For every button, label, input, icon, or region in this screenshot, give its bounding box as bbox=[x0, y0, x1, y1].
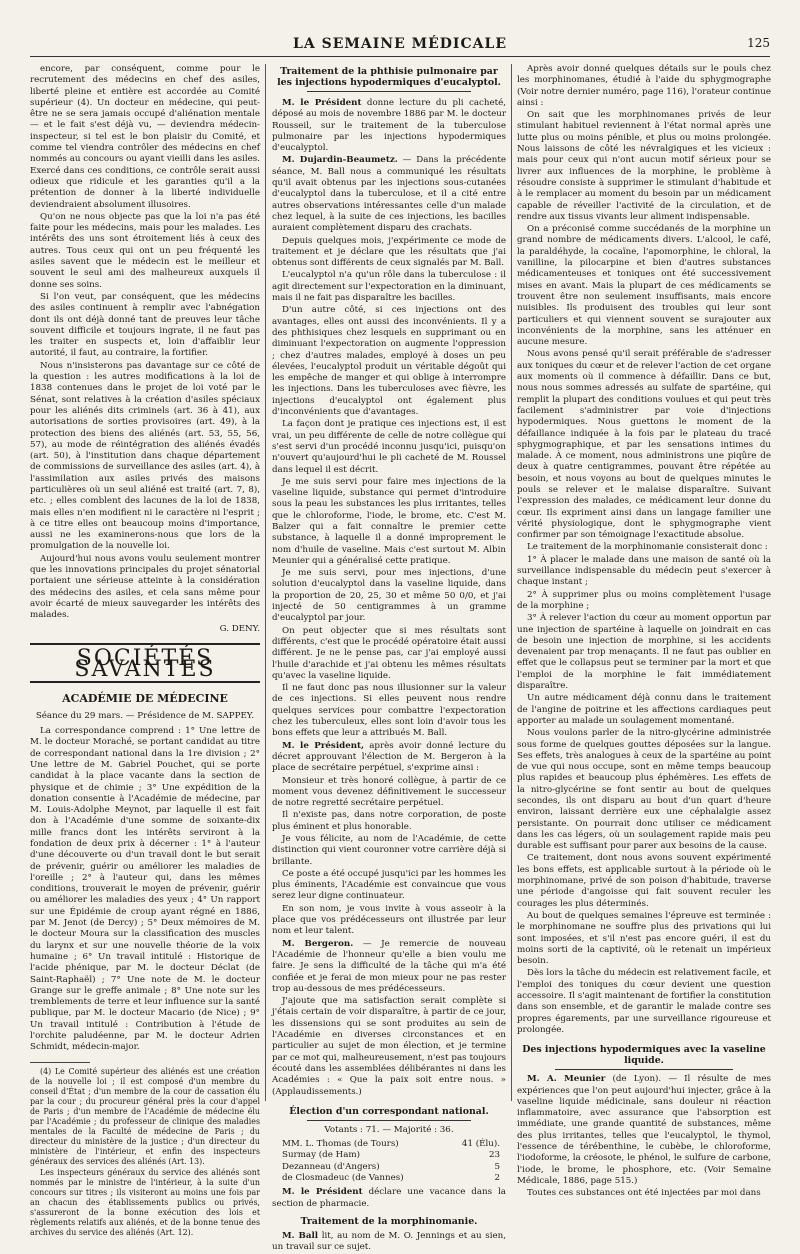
paragraph: encore, par conséquent, comme pour le recrutement des médecins en chef des asiles, liberté pleine et entière est accordée au Comité supérieur (4). Un docteur en médecine, qui peut-être ne se sera jamais occupé d'aliénation mentale — et le fait s'est déjà vu, — deviendra médecin-inspecteur, si tel est le bon plaisir du Comité, et comme tel viendra contrôler des médecins en chef nommés au concours ou ayant vieilli dans les asiles. Exercé dans ces conditions, ce contrôle serait aussi odieux que ridicule et les garanties qu'il a la prétention de donner à la liberté individuelle deviendraient absolument illusoires. bbox=[30, 64, 260, 210]
candidate-votes: 41 (Élu). bbox=[461, 1139, 500, 1150]
speaker-name: M. le Président bbox=[282, 98, 362, 108]
footnote: (4) Le Comité supérieur des aliénés est une création de la nouvelle loi ; il est composé d'un membre du conseil d'État ; d'un membre de la cour de cassation élu par la cour ; du procureur général près la cour d'appel de Paris ; d'un membre de l'Académie de médecine élu par l'Académie ; du professeur de clinique des maladies mentales de la Faculté de médecine de Paris ; du directeur du ministère de la justice ; d'un directeur du ministère de l'intérieur, et enfin des inspecteurs généraux des services des aliénés (Art. 13). bbox=[30, 1066, 260, 1166]
column-2 bbox=[272, 64, 507, 1253]
column-rule bbox=[265, 64, 266, 1101]
paragraph: Aujourd'hui nous avons voulu seulement montrer que les innovations principales du projet sénatorial portaient une sérieuse atteinte à la considération des médecins des asiles, et cela sans même pour avoir écarté de mieux sauvegarder les intérêts des malades. bbox=[30, 553, 260, 621]
speaker-name: M. le Président, bbox=[282, 740, 365, 751]
paragraph: M. le Président, après avoir donné lecture du décret approuvant l'élection de M. Bergeron à la place de secrétaire perpétuel, s'exprime ainsi : bbox=[272, 740, 506, 774]
page-number: 125 bbox=[747, 36, 770, 50]
paragraph: 1° À placer le malade dans une maison de santé où la surveillance indispensable du médecin peut s'exercer à chaque instant ; bbox=[517, 554, 771, 588]
column-1 bbox=[30, 64, 260, 1237]
paragraph: D'un autre côté, si ces injections ont des avantages, elles ont aussi des inconvénients. Il y a des phthisiques chez lesquels en supprimant ou en diminuant l'expectoration on augmente l'oppression ; chez d'autres malades, employé à doses un peu élevées, l'eucalyptol produit un véritable dégoût qui les empêche de manger et qui oblige à interrompre les injections. Dans les tuberculoses avec fièvre, les injections d'eucalyptol ont également plus d'inconvénients que d'avantages. bbox=[272, 305, 506, 418]
paragraph: Je me suis servi pour faire mes injections de la vaseline liquide, substance qui permet d'introduire sous la peau les substances les plus irritantes, telles que le chloroforme, l'iode, le brome, etc. C'est M. Balzer qui a fait connaître le premier cette substance, à laquelle il a donné improprement le nom d'huile de vaseline. Mais c'est surtout M. Albin Meunier qui a généralisé cette pratique. bbox=[272, 476, 506, 566]
paragraph: On peut objecter que si mes résultats sont différents, c'est que le procédé opératoire était aussi différent. Je ne le pense pas, car j'ai employé aussi l'huile d'arachide et j'ai obtenu les mêmes résultats qu'avec la vaseline liquide. bbox=[272, 625, 506, 681]
paragraph: J'ajoute que ma satisfaction serait complète si j'étais certain de voir disparaître, à partir de ce jour, les dissensions qui se sont produites au sein de l'Académie en diverses circonstances et en particulier au sujet de mon élection, et je termine par ce mot qui, malheureusement, n'est pas toujours écouté dans les assemblées délibérantes ni dans les Académies : « Que la paix soit entre nous. » (Applaudissements.) bbox=[272, 996, 506, 1097]
paragraph: L'eucalyptol n'a qu'un rôle dans la tuberculose : il agit directement sur l'expectoration en la diminuant, mais il ne fait pas disparaître les bacilles. bbox=[272, 270, 506, 304]
title-underline bbox=[555, 1069, 733, 1070]
column-rule bbox=[511, 64, 512, 1101]
paragraph: Il n'existe pas, dans notre corporation, de poste plus éminent et plus honorable. bbox=[272, 810, 506, 832]
candidate-row bbox=[272, 1150, 506, 1161]
candidate-votes: 5 bbox=[494, 1161, 500, 1172]
paragraph: Après avoir donné quelques détails sur le pouls chez les morphinomanes, étudié à l'aide du sphygmographe (Voir notre dernier numéro, page 116), l'orateur continue ainsi : bbox=[517, 64, 771, 108]
candidate-name: de Closmadeuc (de Vannes) bbox=[282, 1173, 404, 1184]
paragraph: M. le Président déclare une vacance dans la section de pharmacie. bbox=[272, 1187, 506, 1209]
vote-totals: Votants : 71. — Majorité : 36. bbox=[324, 1124, 454, 1135]
candidate-name: Dezanneau (d'Angers) bbox=[282, 1161, 380, 1172]
section-heading: SOCIÉTÉS SAVANTES bbox=[30, 649, 260, 684]
candidate-name: Surmay (de Ham) bbox=[282, 1150, 361, 1161]
paragraph: M. Dujardin-Beaumetz. — Dans la précédente séance, M. Ball nous a communiqué les résultats qu'il avait obtenus par les injections sous-cutanées d'eucalyptol dans la tuberculose, et il a cité entre autres observations intéressantes celle d'un malade chez lequel, à la suite de ces injections, les bacilles auraient complètement disparu des crachats. bbox=[272, 155, 506, 234]
paragraph: Nous avons pensé qu'il serait préférable de s'adresser aux toniques du cœur et de relever l'action de cet organe aux moments où il commence à défaillir. Dans ce but, nous nous sommes adressés au sulfate de spartéine, qui remplit la plupart des conditions voulues et qui peut très facilement s'administrer par voie d'injections hypodermiques. Nous guettons le moment de la défaillance indiquée à la fois par le plateau du tracé sphygmographique, et par les sensations intimes du malade. À ce moment, nous administrons une piqûre de deux à quatre centigrammes, pouvant être répétée au besoin, et nous voyons au bout de quelques minutes le pouls se relever et le malaise disparaître. Suivant l'expression des malades, ce médicament leur donne du cœur. Ils expriment ainsi dans un langage familier une vérité physiologique, dont le sphygmographe vient confirmer par son témoignage l'exactitude absolue. bbox=[517, 349, 771, 541]
speaker-name: M. Bergeron. bbox=[282, 938, 354, 949]
paragraph: Un autre médicament déjà connu dans le traitement de l'angine de poitrine et les affections cardiaques peut apporter au malade un soulagement momentané. bbox=[517, 693, 771, 726]
journal-title: LA SEMAINE MÉDICALE bbox=[293, 36, 507, 52]
footnote-divider bbox=[30, 1062, 90, 1063]
paragraph: Au bout de quelques semaines l'épreuve est terminée : le morphinomane ne souffre plus des privations qui lui sont imposées, et s'il n'est pas encore guéri, il est du moins sorti de la captivité, où le retenait un impérieux besoin. bbox=[517, 910, 771, 967]
candidate-row bbox=[272, 1162, 506, 1173]
paragraph: Nous voulons parler de la nitro-glycérine administrée sous forme de quelques gouttes déposées sur la langue. Ses effets, très analogues à ceux de la spartéine au point de vue qui nous occupe, sont en même temps beaucoup plus rapides et beaucoup plus éphémères. Les effets de la nitro-glycérine se font sentir au bout de quelques secondes, ils ont disparu au bout d'un quart d'heure environ, laissant derrière eux une céphalalgie assez persistante. On pourrait donc utiliser ce médicament dans les cas légers, où un soulagement rapide mais peu durable est suffisant pour parer aux besoins de la cause. bbox=[517, 728, 771, 852]
correspondence-paragraph: La correspondance comprend : 1° Une lettre de M. le docteur Moraché, se portant candidat au titre de correspondant national dans la 1re division ; 2° Une lettre de M. Gabriel Pouchet, qui se porte candidat à la place vacante dans la section de physique et de chimie ; 3° Une expédition de la donation consentie à l'Académie de médecine, par M. Louis-Adolphe Meynot, par laquelle il est fait don à l'Académie d'une somme de soixante-dix mille francs dont les intérêts serviront à la fondation de deux prix à décerner : 1° à l'auteur d'une découverte ou d'un travail dont le but serait de prévenir, guérir ou améliorer les maladies de l'oreille ; 2° à l'auteur qui, dans les mêmes conditions, trouverait le moyen de prévenir, guérir ou améliorer les maladies des yeux ; 4° Un rapport sur une Épidémie de croup ayant régné en 1886, par M. Jenot (de Dercy) ; 5° Deux mémoires de M. le docteur Moura sur la classification des muscles du larynx et sur une nouvelle théorie de la voix humaine ; 6° Un travail intitulé : Historique de l'acide phénique, par M. le docteur Déclat (de Saint-Raphaël) ; 7° Une note de M. le docteur Grange sur le greffe animale ; 8° Une note sur les tremblements de terre et leur influence sur la santé publique, par M. le docteur Macario (de Nice) ; 9° Un travail intitulé : Contribution à l'étude de l'orchite paludéenne, par M. le docteur Adrien Schmidt, médecin-major. bbox=[30, 726, 260, 1053]
paragraph: Dès lors la tâche du médecin est relativement facile, et l'emploi des toniques du cœur devient une question accessoire. Il s'agit maintenant de fortifier la constitution dans son ensemble, et de garantir le malade contre ses propres égarements, par une surveillance rigoureuse et prolongée. bbox=[517, 968, 771, 1035]
article-title: Traitement de la phthisie pulmonaire par les injections hypodermiques d'eucalyptol. bbox=[272, 66, 506, 92]
paragraph: On sait que les morphinomanes privés de leur stimulant habituel reviennent à l'état normal après une lutte plus ou moins pénible, et plus ou moins prolongée. Nous laissons de côté les névralgiques et les vicieux : mais pour ceux qui n'ont aucun motif sérieux pour se livrer aux influences de la morphine, le problème à résoudre consiste à supprimer le stimulant d'habitude et à le remplacer au moment du besoin par un médicament capable de réveiller l'activité de la circulation, et de rendre aux tissus vivants leur aliment indispensable. bbox=[517, 110, 771, 222]
paragraph: On a préconisé comme succédanés de la morphine un grand nombre de médicaments divers. L'alcool, le café, la paraldéhyde, la cocaïne, l'apomorphine, le chloral, la vanilline, la pilocarpine et bien d'autres substances médicamenteuses et toniques ont été successivement mises en avant. Mais la plupart de ces médicaments se trouvent être non seulement insuffisants, mais encore nuisibles. Ils produisent des troubles qui leur sont particuliers et qui viennent souvent se surajouter aux inconvénients de la morphine, sans les atténuer en aucune mesure. bbox=[517, 224, 771, 348]
speaker-name: M. le Président bbox=[282, 1187, 363, 1198]
title-underline bbox=[307, 91, 471, 92]
author-signature: G. DENY. bbox=[219, 623, 260, 634]
candidate-votes: 2 bbox=[494, 1173, 500, 1184]
paragraph: M. le Président donne lecture du pli cacheté, déposé au mois de novembre 1886 par M. le docteur Rousseil, sur le traitement de la tuberculose pulmonaire par les injections hypodermiques d'eucalyptol. bbox=[272, 98, 506, 154]
session-line: Séance du 29 mars. — Présidence de M. SAPPEY. bbox=[35, 710, 255, 721]
speaker-name: M. A. Meunier bbox=[527, 1074, 606, 1085]
footnote: Les inspecteurs généraux du service des aliénés sont nommés par le ministre de l'intérieur, à la suite d'un concours sur titres ; ils visiteront au moins une fois par an chacun des établissements publics ou privés, s'assureront de la bonne exécution des lois et règlements relatifs aux aliénés, et de la bonne tenue des archives du service des aliénés (Art. 12). bbox=[30, 1167, 260, 1237]
paragraph: Ce traitement, dont nous avons souvent expérimenté les bons effets, est applicable surtout à la période où le morphinomane, privé de son poison d'habitude, traverse une période d'angoisse qui fait souvent reculer les courages les plus déterminés. bbox=[517, 853, 771, 909]
paragraph: Depuis quelques mois, j'expérimente ce mode de traitement et je déclare que les résultats que j'ai obtenus sont différents de ceux signalés par M. Ball. bbox=[272, 235, 506, 269]
paragraph: 2° À supprimer plus ou moins complètement l'usage de la morphine ; bbox=[517, 589, 771, 611]
article-title: Traitement de la morphinomanie. bbox=[300, 1215, 478, 1227]
paragraph: En son nom, je vous invite à vous asseoir à la place que vos prédécesseurs ont illustrée par leur nom et leur talent. bbox=[272, 903, 506, 937]
title-underline bbox=[307, 1120, 471, 1121]
paragraph: Monsieur et très honoré collègue, à partir de ce moment vous devenez définitivement le successeur de notre regretté secrétaire perpétuel. bbox=[272, 775, 506, 809]
paragraph: Ce poste a été occupé jusqu'ici par les hommes les plus éminents, l'Académie est convaincue que vous serez leur digne continuateur. bbox=[272, 868, 507, 902]
paragraph: M. A. Meunier (de Lyon). — Il résulte de mes expériences que l'on peut aujourd'hui injecter, grâce à la vaseline liquide médicinale, sans douleur ni réaction inflammatoire, avec assurance que l'absorption est immédiate, une grande quantité de substances, même des plus irritantes, telles que l'eucalyptol, le thymol, l'essence de térébenthine, le cubèbe, le chloroforme, l'iodoforme, la créosote, le phénol, le sulfure de carbone, l'iode, le brome, le phosphore, etc. (Voir Semaine Médicale, 1886, page 515.) bbox=[517, 1074, 771, 1186]
speaker-name: M. Dujardin-Beaumetz. bbox=[282, 155, 398, 166]
candidate-name: MM. L. Thomas (de Tours) bbox=[282, 1139, 399, 1150]
paragraph: Si l'on veut, par conséquent, que les médecins des asiles continuent à remplir avec l'abnégation dont ils ont déjà donné tant de preuves leur tâche souvent difficile et toujours ingrate, il ne faut pas les traiter en suspects et, loin d'affaiblir leur autorité, il faut, au contraire, la fortifier. bbox=[30, 291, 260, 359]
paragraph: 3° À relever l'action du cœur au moment opportun par une injection de spartéine à laquelle on joindrait en cas de besoin une injection de morphine, si les accidents devenaient par trop menaçants. Il ne faut pas oublier en effet que le collapsus peut se terminer par la mort et que l'emploi de la morphine le fait immédiatement disparaître. bbox=[517, 613, 771, 692]
paragraph: M. Bergeron. — Je remercie de nouveau l'Académie de l'honneur qu'elle a bien voulu me faire. Je sens la difficulté de la tâche qui m'a été confiée et je ferai de mon mieux pour ne pas rester trop au-dessous de mes prédécesseurs. bbox=[272, 938, 506, 994]
paragraph: Toutes ces substances ont été injectées par moi dans bbox=[527, 1188, 761, 1199]
speaker-name: M. Ball bbox=[282, 1230, 319, 1241]
page-header bbox=[30, 30, 770, 57]
election-title: Élection d'un correspondant national. bbox=[272, 1106, 506, 1121]
paragraph: Il ne faut donc pas nous illusionner sur la valeur de ces injections. Si elles peuvent nous rendre quelques services pour combattre l'expectoration chez les tuberculeux, elles sont loin d'avoir tous les bons effets que leur a attribués M. Ball. bbox=[272, 683, 506, 739]
paragraph: La façon dont je pratique ces injections est, il est vrai, un peu différente de celle de notre collègue qui s'est servi d'un procédé inconnu jusqu'ici, puisqu'on n'ouvert qu'aujourd'hui le pli cacheté de M. Roussel dans lequel il est décrit. bbox=[272, 419, 506, 475]
column-3 bbox=[517, 64, 771, 1199]
candidate-row bbox=[272, 1139, 506, 1150]
paragraph: Je vous félicite, au nom de l'Académie, de cette distinction qui vient couronner votre carrière déjà si brillante. bbox=[272, 834, 506, 867]
paragraph: Le traitement de la morphinomanie consisterait donc : bbox=[527, 542, 768, 553]
section-divider bbox=[30, 643, 260, 645]
article-title: Des injections hypodermiques avec la vaseline liquide. bbox=[517, 1044, 771, 1070]
subsection-heading: ACADÉMIE DE MÉDECINE bbox=[62, 692, 228, 706]
paragraph: M. Ball lit, au nom de M. O. Jennings et au sien, un travail sur ce sujet. bbox=[272, 1230, 506, 1253]
paragraph: Je me suis servi, pour mes injections, d'une solution d'eucalyptol dans la vaseline liquide, dans la proportion de 20, 25, 30 et même 50 0/0, et j'ai injecté de 50 centigrammes à un gramme d'eucalyptol par jour. bbox=[272, 568, 506, 624]
candidate-votes: 23 bbox=[488, 1150, 500, 1161]
paragraph: Qu'on ne nous objecte pas que la loi n'a pas été faite pour les médecins, mais pour les malades. Les intérêts des uns sont étroitement liés à ceux des autres. Tous ceux qui ont un peu fréquenté les asiles savent que le médecin est le meilleur et souvent le seul ami des malheureux auxquels il donne ses soins. bbox=[30, 211, 260, 290]
paragraph: Nous n'insisterons pas davantage sur ce côté de la question : les autres modifications à la loi de 1838 contenues dans le projet de loi voté par le Sénat, sont relatives à la création d'asiles spéciaux pour les aliénés dits criminels (art. 36 à 41), aux autorisations de sorties provisoires (art. 49), à la protection des biens des aliénés (art. 53, 55, 56, 57), au mode de réintégration des aliénés évadés (art. 50), à l'institution dans chaque département de commissions de surveillance des asiles (art. 4), à l'assimilation aux asiles privés des maisons particulières où un seul aliéné est traité (art. 7, 8), etc. ; elles comblent des lacunes de la loi de 1838, mais elles n'en modifient ni le caractère ni l'esprit ; à ce titre elles ont beaucoup moins d'importance, aussi ne les examinerons-nous que lors de la promulgation de la nouvelle loi. bbox=[30, 360, 260, 552]
candidate-row bbox=[272, 1173, 506, 1184]
candidate-list bbox=[272, 1139, 506, 1184]
